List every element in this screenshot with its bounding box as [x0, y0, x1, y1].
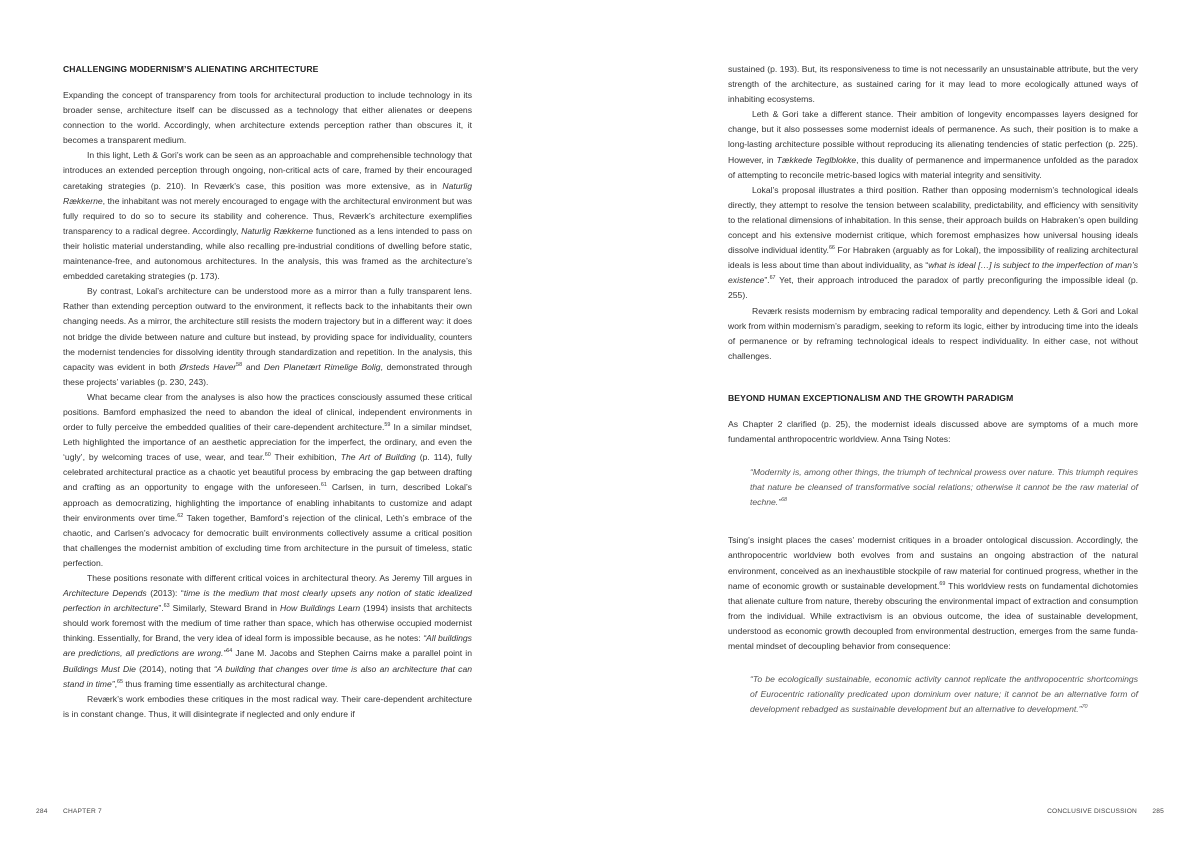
footnote-ref: 61 [320, 482, 327, 489]
paragraph: Leth & Gori take a different stance. Their ambition of longevity encompasses layers designed for change, but it also possesses some modernist ideals of permanence. As such, their position is to make a long-lasting architecture possible without reproducing its alienating tendencies of static perfection (p. 225). However, in Tækkede Teglblokke, this duality of permanence and impermanence unfolded as the paradox of attempting to reconcile metric-based logics with material integrity and sensitivity. [728, 109, 1138, 180]
paragraph: Reværk’s work embodies these critiques in the most radical way. Their care-dependent architecture is in constant change. Thus, it will disintegrate if neglected and only endure if [63, 693, 472, 719]
paragraph: Tsing’s insight places the cases’ modernist critiques in a broader ontological discussion. Accordingly, the anthropocentric worldview both evolves from and sustains an ongoing abstraction of the natural environment, conceived as an inexhaustible stockpile of raw material for continued progress, whether in the name of economic growth or sustainable development.$^{69}$ This worldview rests on fundamental dichotomies that alienate culture from nature, thereby obscuring the environmental impact of extraction and consumption from the individual. While extractivism is an obvious outcome, the idea of sustainable development, understood as economic growth decoupled from environmental destruction, emerges from the same fundamental mindset of decoupling behavior from consequence: [728, 535, 1138, 651]
running-footer-chapter: CHAPTER 7 [63, 808, 102, 815]
paragraph: In this light, Leth & Gori’s work can be seen as an approachable and comprehensible technology that introduces an extended perception through ongoing, non-critical acts of care, framed by their encouraged caretaking strategies (p. 210). In Reværk’s case, this position was more extensive, as in Naturlig Rækkerne, the inhabitant was not merely encouraged to engage with the architectural environment but was fully required to do so to secure its stability and coherence. Thus, Reværk’s architecture exemplifies transparency to a radical degree. Accordingly, Naturlig Rækkerne functioned as a lens intended to pass on their holistic material understanding, while also recalling pre-industrial conditions of dwelling before static, maintenance-free, and autonomous architectures. In the analysis, this was framed as the architecture’s embedded caretaking strategies (p. 173). [63, 150, 472, 282]
footnote-ref: 67 [769, 275, 776, 282]
page-number: 284 [36, 808, 48, 815]
paragraph: Reværk resists modernism by embracing radical temporality and dependency. Leth & Gori and Lokal work from within modernism’s paradigm, seeking to reform its logic, either by introducing time into the ideals of permanence or by reframing technological ideals to respect individuality. In either case, not without challenges. [728, 305, 1138, 361]
paragraph: What became clear from the analyses is also how the practices consciously assumed these critical positions. Bamford emphasized the need to abandon the ideal of clinical, independent environments in order to fully perceive the embedded qualities of their care-dependent architecture.$^{59}$ In a similar mindset, Leth highlighted the importance of an aesthetic appreciation for the imperfect, the ordinary, and even the ‘ugly’, by welcoming traces of use, wear, and tear.$^{60}$ Their exhibition, The Art of Building (p. 114), fully celebrated architectural practice as a chaotic yet beautiful process by embracing the gap between drafting and crafting as an opportunity to engage with the unforeseen.$^{61}$ Carlsen, in turn, described Lokal’s approach as democratizing, highlighting the importance of enabling inhabitants to customize and adapt their environments over time.$^{62}$ Taken together, Bamford’s rejection of the clinical, Leth’s embrace of the chaotic, and Carlsen’s advocacy for democratic built environments collectively assume a critical position that challenges the modernist ambition of excluding time from architecture in the pursuit of timeless, static perfection. [63, 391, 473, 568]
footnote-ref: 65 [116, 678, 123, 685]
block-quote: “To be ecologically sustainable, economic activity cannot replicate the anthropocentric shortcomings of Eurocentric rationality predicated upon dominium over nature; it cannot be an alternative form of development rebadged as sustainable development but an alternative to development.”$^{70}$ [750, 674, 1138, 715]
running-footer-title: CONCLUSIVE DISCUSSION [1047, 808, 1137, 815]
section-heading-growth-paradigm: BEYOND HUMAN EXCEPTIONALISM AND THE GROWTH PARADIGM [728, 392, 1014, 403]
section-heading-modernism: CHALLENGING MODERNISM’S ALIENATING ARCHITECTURE [63, 64, 319, 74]
footnote-ref: 69 [939, 580, 946, 587]
right-page [600, 0, 1200, 849]
paragraph: Lokal’s proposal illustrates a third position. Rather than opposing modernism’s technological ideals directly, they attempt to resolve the tension between scalability, predictability, and efficiency with sensitivity to the relational dimensions of inhabitation. In this sense, their approach builds on Habraken’s open building concept and his extensive modernist critique, which foremost emphasizes how universal housing ideals dissolve individual identity.$^{66}$ For Habraken (arguably as for Lokal), the impossibility of realizing architectural ideals is less about time than about individuality, as “what is ideal […] is subject to the imperfection of man’s existence”.$^{67}$ Yet, their approach introduced the paradox of partly preconfiguring the impossible ideal (p. 255). [728, 184, 1139, 301]
page-number: 285 [1152, 808, 1164, 815]
footnote-ref: 66 [828, 245, 835, 252]
block-quote: “Modernity is, among other things, the triumph of technical prowess over nature. This triumph requires that nature be cleansed of transformative social relations; otherwise it cannot be the raw material of techne.”$^{68}$ [750, 467, 1138, 508]
footnote-ref: 70 [1081, 704, 1088, 711]
paragraph: By contrast, Lokal’s architecture can be understood more as a mirror than a fully transparent lens. Rather than extending perception outward to the environment, it reflects back to the inhabitants their own changing needs. As a mirror, the architecture still resists the modern trajectory but in a different way: it does not bridge the divide between nature and culture but instead, by providing space for individuality, counters the modernist tendencies for dissolving identity through standardization and repetition. In the analysis, this capacity was evident in both Ørsteds Haver$^{58}$ and Den Planetært Rimelige Bolig, demonstrated through these projects’ variables (p. 230, 243). [63, 286, 473, 387]
right-text-column [728, 62, 1138, 740]
footnote-ref: 63 [163, 603, 170, 610]
footnote-ref: 64 [226, 648, 233, 655]
left-text-column [63, 62, 472, 722]
footnote-ref: 59 [384, 422, 391, 429]
paragraph: sustained (p. 193). But, its responsiveness to time is not necessarily an unsustainable attribute, but the very strength of the architecture, as sustained caring for it may lead to more ecologically attuned ways of inhabiting ecosystems. [728, 64, 1138, 105]
footnote-ref: 62 [177, 512, 184, 519]
footnote-ref: 58 [236, 361, 243, 368]
footnote-ref: 60 [264, 452, 271, 459]
paragraph: Expanding the concept of transparency from tools for architectural production to include technology in its broader sense, architecture itself can be discussed as a technology that either alienates or deepens connection to the world. Accordingly, when architecture extends perception rather than obscures it, it becomes a transparent medium. [63, 90, 472, 146]
paragraph: These positions resonate with different critical voices in architectural theory. As Jeremy Till argues in Architecture Depends (2013): “time is the medium that most clearly upsets any notion of static idealized perfection in architecture”.$^{63}$ Similarly, Steward Brand in How Buildings Learn (1994) insists that architects should work foremost with the medium of time rather than space, which has otherwise occupied modernist thinking. Essentially, for Brand, the very idea of ideal form is impossible because, as he notes: “All buildings are predictions, all predictions are wrong.”$^{64}$ Jane M. Jacobs and Stephen Cairns make a parallel point in Buildings Must Die (2014), noting that “A building that changes over time is also an architecture that can stand in time”,$^{65}$ thus framing time essentially as architectural change. [63, 573, 473, 689]
paragraph: As Chapter 2 clarified (p. 25), the modernist ideals discussed above are symptoms of a much more fundamental anthropocentric worldview. Anna Tsing Notes: [728, 418, 1138, 444]
footnote-ref: 68 [781, 497, 788, 504]
